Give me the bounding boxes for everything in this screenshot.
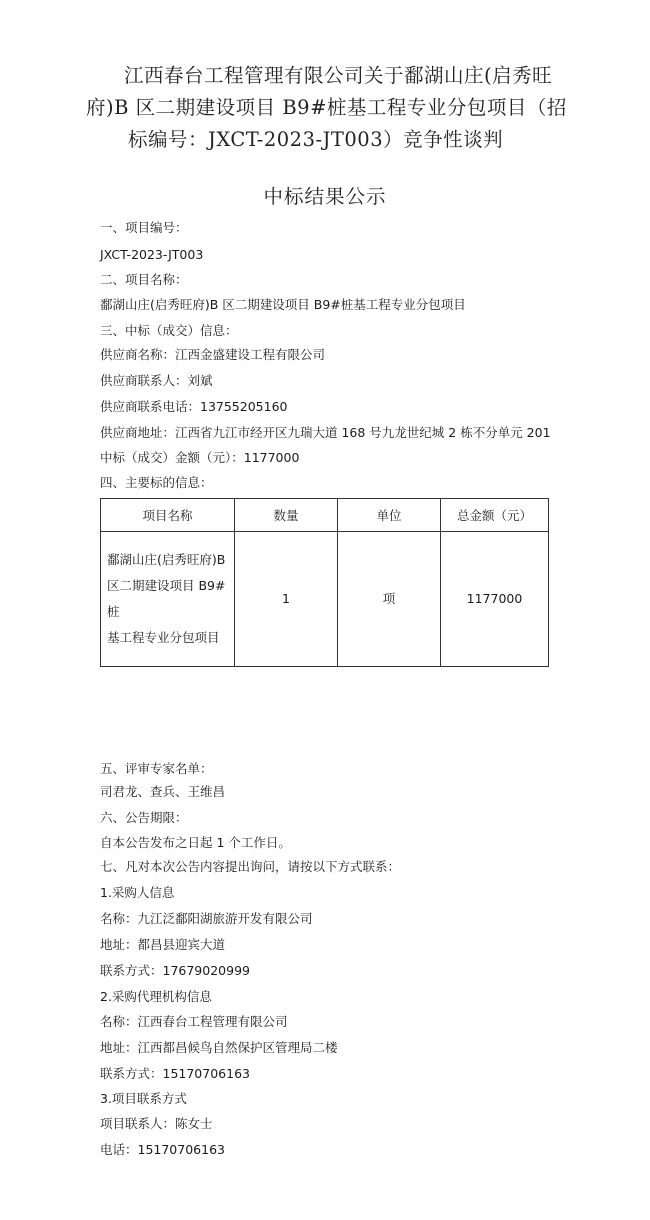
header-unit: 单位	[338, 499, 441, 532]
title-line-1: 江西春台工程管理有限公司关于鄱湖山庄(启秀旺	[124, 64, 553, 87]
notice-period: 自本公告发布之日起 1 个工作日。	[100, 835, 291, 850]
project-contact-phone: 电话：15170706163	[100, 1142, 225, 1157]
supplier-address: 供应商地址：江西省九江市经开区九瑞大道 168 号九龙世纪城 2 栋不分单元 201	[100, 425, 551, 440]
buyer-phone: 联系方式：17679020999	[100, 963, 250, 978]
buyer-heading: 1.采购人信息	[100, 885, 175, 900]
agent-heading: 2.采购代理机构信息	[100, 989, 212, 1004]
section-5-heading: 五、评审专家名单：	[100, 761, 213, 776]
section-4-heading: 四、主要标的信息：	[100, 475, 213, 490]
experts-list: 司君龙、查兵、王维昌	[100, 784, 226, 799]
cell-total: 1177000	[441, 532, 549, 667]
cell-project-name-line-3: 基工程专业分包项目	[107, 630, 220, 645]
supplier-contact: 供应商联系人：刘斌	[100, 373, 213, 388]
supplier-name: 供应商名称：江西金盛建设工程有限公司	[100, 347, 326, 362]
project-number: JXCT-2023-JT003	[100, 247, 204, 262]
title-line-3: 标编号：JXCT-2023-JT003）竞争性谈判	[128, 128, 504, 151]
cell-project-name-line-1: 鄱湖山庄(启秀旺府)B	[107, 552, 226, 567]
title-line-2: 府)B 区二期建设项目 B9#桩基工程专业分包项目（招	[86, 96, 567, 119]
bid-amount: 中标（成交）金额（元）：1177000	[100, 450, 300, 465]
supplier-phone: 供应商联系电话：13755205160	[100, 399, 288, 414]
header-quantity: 数量	[235, 499, 338, 532]
document-subtitle: 中标结果公示	[263, 185, 387, 208]
cell-quantity: 1	[235, 532, 338, 667]
agent-address: 地址：江西都昌候鸟自然保护区管理局二楼	[100, 1040, 338, 1055]
bid-info-table	[100, 498, 549, 667]
section-3-heading: 三、中标（成交）信息：	[100, 323, 238, 338]
project-contact-person: 项目联系人：陈女士	[100, 1116, 213, 1131]
cell-unit: 项	[338, 532, 441, 667]
agent-phone: 联系方式：15170706163	[100, 1066, 250, 1081]
header-project-name: 项目名称	[101, 499, 235, 532]
section-1-heading: 一、项目编号：	[100, 220, 188, 235]
buyer-name: 名称：九江泛鄱阳湖旅游开发有限公司	[100, 911, 313, 926]
cell-project-name-line-2: 区二期建设项目 B9#桩	[107, 578, 226, 619]
section-2-heading: 二、项目名称：	[100, 272, 188, 287]
document-title	[86, 60, 566, 156]
buyer-address: 地址：都昌县迎宾大道	[100, 937, 226, 952]
agent-name: 名称：江西春台工程管理有限公司	[100, 1014, 288, 1029]
header-total: 总金额（元）	[441, 499, 549, 532]
section-6-heading: 六、公告期限：	[100, 810, 188, 825]
section-7-heading: 七、凡对本次公告内容提出询问，请按以下方式联系：	[100, 859, 401, 874]
table-row	[101, 532, 549, 667]
table-header-row	[101, 499, 549, 532]
project-name: 鄱湖山庄(启秀旺府)B 区二期建设项目 B9#桩基工程专业分包项目	[100, 297, 466, 312]
project-contact-heading: 3.项目联系方式	[100, 1091, 187, 1106]
cell-project-name	[101, 532, 235, 667]
